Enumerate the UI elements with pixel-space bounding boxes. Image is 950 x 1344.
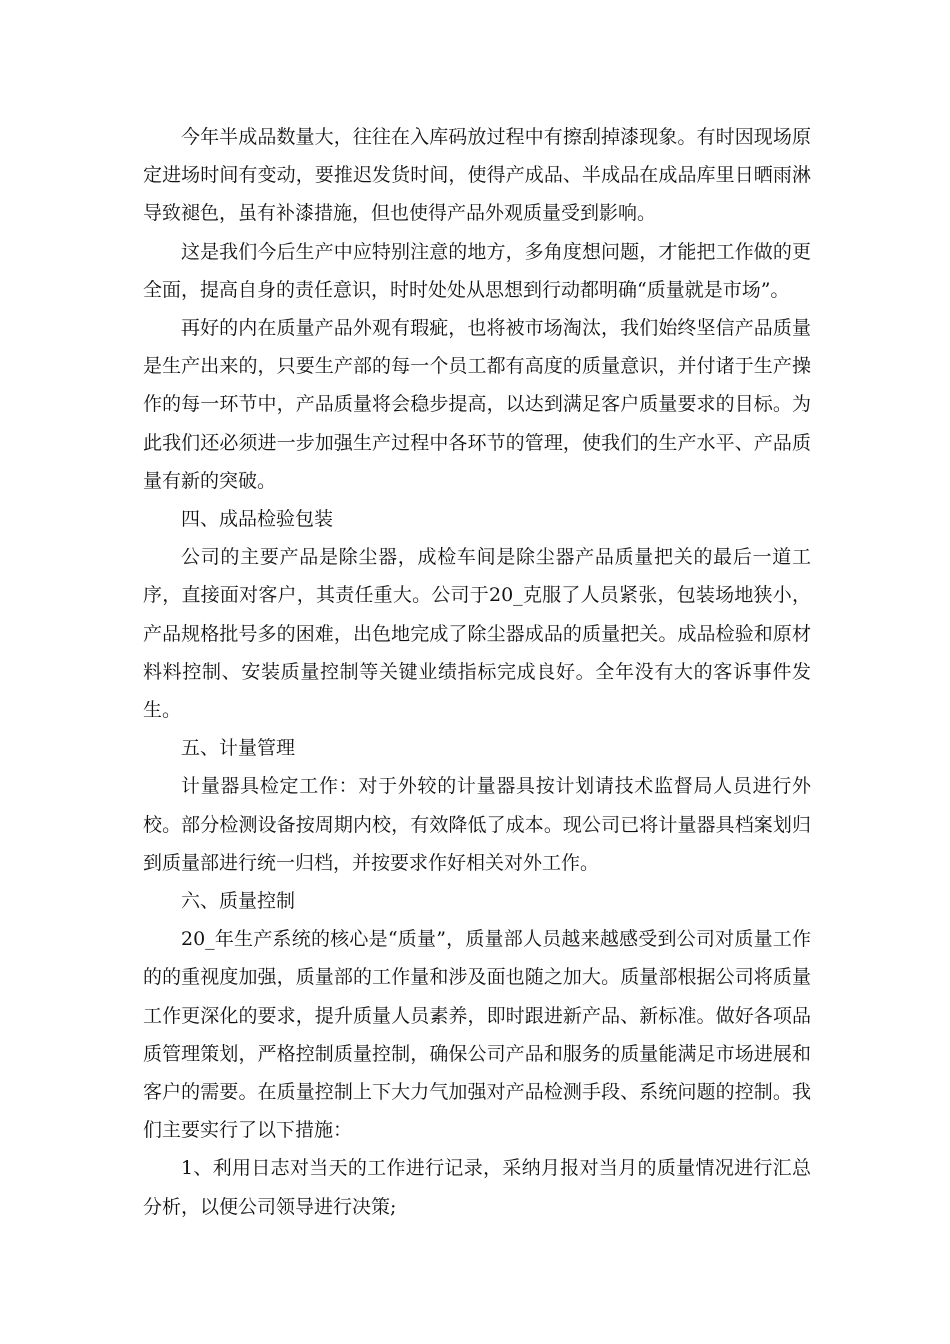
paragraph-attention-points: 这是我们今后生产中应特别注意的地方，多角度想问题，才能把工作做的更全面，提高自身的责任意识，时时处处从思想到行动都明确“质量就是市场”。 xyxy=(143,240,811,301)
paragraph-quality-belief: 再好的内在质量产品外观有瑕疵，也将被市场淘汰，我们始终坚信产品质量是生产出来的，只要生产部的每一个员工都有高度的质量意识，并付诸于生产操作的每一环节中，产品质量将会稳步提高，以达到满足客户质量要求的目标。为此我们还必须进一步加强生产过程中各环节的管理，使我们的生产水平、产品质量有新的突破。 xyxy=(143,317,811,492)
paragraph-inspection-packaging: 公司的主要产品是除尘器，成检车间是除尘器产品质量把关的最后一道工序，直接面对客户，其责任重大。公司于20_克服了人员紧张，包装场地狭小，产品规格批号多的困难，出色地完成了除尘器成品的质量把关。成品检验和原材料料控制、安装质量控制等关键业绩指标完成良好。全年没有大的客诉事件发生。 xyxy=(143,546,811,722)
section-heading-inspection-packaging: 四、成品检验包装 xyxy=(181,508,334,531)
paragraph-metrology: 计量器具检定工作：对于外较的计量器具按计划请技术监督局人员进行外校。部分检测设备按周期内校，有效降低了成本。现公司已将计量器具档案划归到质量部进行统一归档，并按要求作好相关对外工作。 xyxy=(143,775,811,874)
paragraph-measure-1: 1、利用日志对当天的工作进行记录，采纳月报对当月的质量情况进行汇总分析，以便公司领导进行决策; xyxy=(143,1157,811,1218)
document-body xyxy=(143,118,811,1226)
section-heading-metrology: 五、计量管理 xyxy=(181,737,296,760)
paragraph-quality-control: 20_年生产系统的核心是“质量”，质量部人员越来越感受到公司对质量工作的的重视度加强，质量部的工作量和涉及面也随之加大。质量部根据公司将质量工作更深化的要求，提升质量人员素养，即时跟进新产品、新标准。做好各项品质管理策划，严格控制质量控制，确保公司产品和服务的质量能满足市场进展和客户的需要。在质量控制上下大力气加强对产品检测手段、系统问题的控制。我们主要实行了以下措施： xyxy=(143,928,811,1142)
paragraph-appearance-issues: 今年半成品数量大，往往在入库码放过程中有擦刮掉漆现象。有时因现场原定进场时间有变动，要推迟发货时间，使得产成品、半成品在成品库里日晒雨淋导致褪色，虽有补漆措施，但也使得产品外观质量受到影响。 xyxy=(143,126,811,225)
section-heading-quality-control: 六、质量控制 xyxy=(181,890,296,913)
